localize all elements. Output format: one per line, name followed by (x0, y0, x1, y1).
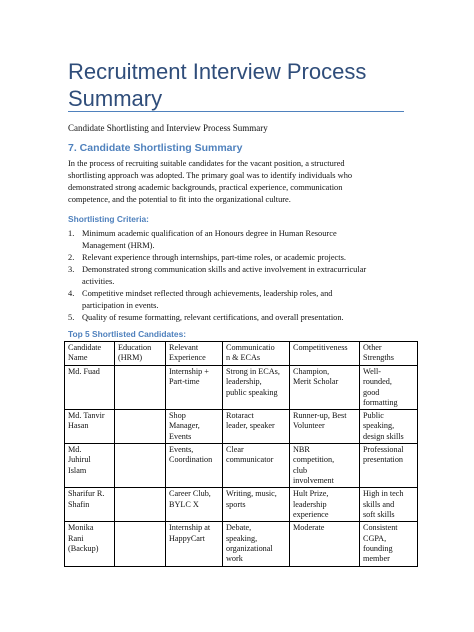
cell-education (115, 444, 166, 488)
criteria-text: Relevant experience through internships, part-time roles, or academic projects. (82, 253, 346, 262)
cell-text: Events, (169, 445, 194, 455)
cell-communication-ecas (223, 444, 290, 488)
header-cell-other-strengths (360, 342, 418, 366)
cell-communication-ecas (223, 522, 290, 567)
cell-text: Internship at (169, 523, 211, 533)
cell-other-strengths (360, 410, 418, 444)
cell-competitiveness (290, 366, 360, 410)
cell-text: Consistent (363, 523, 398, 533)
paragraph-line: demonstrated strong academic backgrounds, practical experience, communication (68, 183, 343, 192)
cell-communication-ecas (223, 366, 290, 410)
cell-candidate-name (65, 488, 115, 522)
cell-text: Events (169, 431, 192, 441)
cell-candidate-name (65, 444, 115, 488)
cell-text: CGPA, (363, 533, 387, 543)
cell-text: good (363, 387, 380, 397)
cell-text: Md. (68, 445, 82, 455)
cell-text: Competitiveness (293, 343, 348, 352)
cell-education (115, 488, 166, 522)
candidates-table (64, 341, 418, 567)
cell-text: experience (293, 509, 329, 519)
cell-text: Career Club, (169, 489, 211, 499)
cell-other-strengths (360, 522, 418, 567)
cell-candidate-name (65, 410, 115, 444)
cell-relevant-experience (166, 522, 223, 567)
criteria-heading: Shortlisting Criteria: (68, 214, 149, 224)
cell-text: Education (118, 343, 152, 352)
criteria-number: 5. (68, 313, 75, 322)
cell-text: Strengths (363, 353, 394, 363)
cell-text: leader, speaker (226, 421, 275, 431)
title-line: Summary (68, 86, 163, 111)
header-cell-education (115, 342, 166, 366)
criteria-text: Minimum academic qualification of an Honours degree in Human Resource (82, 229, 337, 238)
table-header-row (65, 342, 418, 366)
cell-text: communicator (226, 455, 274, 465)
cell-communication-ecas (223, 488, 290, 522)
cell-text: member (363, 554, 390, 564)
document-subtitle: Candidate Shortlisting and Interview Process Summary (68, 123, 268, 133)
table-row (65, 444, 418, 488)
cell-text: speaking, (363, 421, 395, 431)
cell-text: (Backup) (68, 543, 99, 553)
cell-text: Writing, music, (226, 489, 277, 499)
cell-text: Hasan (68, 421, 89, 431)
cell-text: founding (363, 543, 393, 553)
cell-relevant-experience (166, 444, 223, 488)
criteria-text: Quality of resume formatting, relevant certifications, and overall presentation. (82, 313, 344, 322)
cell-text: Moderate (293, 523, 325, 533)
cell-text: Sharifur R. (68, 489, 105, 499)
cell-text: Professional (363, 445, 404, 455)
cell-text: High in tech (363, 489, 404, 499)
cell-text: Debate, (226, 523, 252, 533)
cell-competitiveness (290, 410, 360, 444)
cell-text: Part-time (169, 377, 200, 387)
cell-text: HappyCart (169, 533, 205, 543)
cell-text: presentation (363, 455, 404, 465)
cell-text: Monika (68, 523, 94, 533)
cell-text: speaking, (226, 533, 258, 543)
cell-text: Hult Prize, (293, 489, 329, 499)
cell-text: sports (226, 499, 246, 509)
title-underline (68, 111, 404, 112)
cell-text: Communicatio (226, 343, 275, 352)
intro-paragraph (68, 158, 410, 206)
cell-text: Rotaract (226, 411, 254, 421)
cell-text: (HRM) (118, 353, 143, 363)
header-cell-communication-ecas (223, 342, 290, 366)
cell-text: Relevant (169, 343, 199, 352)
cell-text: Experience (169, 353, 206, 363)
cell-text: Shafin (68, 499, 90, 509)
cell-text: work (226, 554, 243, 564)
cell-text: club (293, 465, 308, 475)
document-title (68, 58, 408, 112)
cell-text: Manager, (169, 421, 200, 431)
cell-text: Md. Fuad (68, 367, 100, 376)
criteria-text: Demonstrated strong communication skills and active involvement in extracurricular (82, 265, 367, 274)
cell-text: Rani (68, 533, 84, 543)
cell-text: Other (363, 343, 382, 352)
cell-text: Internship + (169, 367, 209, 376)
cell-text: organizational (226, 543, 273, 553)
criteria-number: 1. (68, 229, 75, 238)
criteria-number: 2. (68, 253, 75, 262)
cell-text: Clear (226, 445, 244, 455)
cell-text: involvement (293, 476, 334, 486)
cell-text: BYLC X (169, 499, 199, 509)
table-row (65, 366, 418, 410)
criteria-text: Competitive mindset reflected through achievements, leadership roles, and (82, 289, 333, 298)
cell-text: Champion, (293, 367, 330, 376)
cell-communication-ecas (223, 410, 290, 444)
header-cell-candidate-name (65, 342, 115, 366)
table-row (65, 488, 418, 522)
cell-text: Name (68, 353, 88, 363)
cell-text: rounded, (363, 377, 392, 387)
cell-competitiveness (290, 488, 360, 522)
cell-text: leadership, (226, 377, 262, 387)
cell-text: Merit Scholar (293, 377, 339, 387)
cell-text: Juhirul (68, 455, 91, 465)
criteria-text: participation in events. (82, 301, 159, 310)
cell-text: Shop (169, 411, 186, 421)
cell-text: Md. Tanvir (68, 411, 105, 421)
paragraph-line: competence, and the potential to fit into the organizational culture. (68, 195, 291, 204)
cell-text: Well- (363, 367, 381, 376)
header-cell-competitiveness (290, 342, 360, 366)
table-row (65, 522, 418, 567)
criteria-number: 4. (68, 289, 75, 298)
cell-text: n & ECAs (226, 353, 261, 363)
cell-text: Public (363, 411, 384, 421)
paragraph-line: shortlisting approach was adopted. The primary goal was to identify individuals who (68, 171, 353, 180)
header-cell-relevant-experience (166, 342, 223, 366)
cell-competitiveness (290, 522, 360, 567)
cell-other-strengths (360, 488, 418, 522)
criteria-text: Management (HRM). (82, 241, 155, 250)
table-heading: Top 5 Shortlisted Candidates: (68, 329, 187, 339)
cell-text: skills and (363, 499, 395, 509)
cell-text: Islam (68, 465, 87, 475)
cell-text: Strong in ECAs, (226, 367, 280, 376)
criteria-number: 3. (68, 265, 75, 274)
table-row (65, 410, 418, 444)
cell-text: Volunteer (293, 421, 325, 431)
cell-candidate-name (65, 522, 115, 567)
title-line: Recruitment Interview Process (68, 59, 367, 84)
paragraph-line: In the process of recruiting suitable candidates for the vacant position, a structured (68, 159, 345, 168)
cell-education (115, 522, 166, 567)
section-heading: 7. Candidate Shortlisting Summary (68, 142, 243, 154)
cell-text: design skills (363, 431, 404, 441)
cell-relevant-experience (166, 410, 223, 444)
cell-text: competition, (293, 455, 335, 465)
criteria-text: activities. (82, 277, 115, 286)
cell-text: leadership (293, 499, 327, 509)
cell-text: Coordination (169, 455, 213, 465)
cell-text: Runner-up, Best (293, 411, 347, 421)
cell-text: soft skills (363, 509, 395, 519)
cell-relevant-experience (166, 366, 223, 410)
cell-relevant-experience (166, 488, 223, 522)
cell-education (115, 366, 166, 410)
cell-text: formatting (363, 397, 398, 407)
cell-text: Candidate (68, 343, 102, 352)
cell-text: public speaking (226, 387, 278, 397)
cell-competitiveness (290, 444, 360, 488)
cell-text: NBR (293, 445, 310, 455)
cell-other-strengths (360, 444, 418, 488)
cell-other-strengths (360, 366, 418, 410)
cell-education (115, 410, 166, 444)
cell-candidate-name (65, 366, 115, 410)
